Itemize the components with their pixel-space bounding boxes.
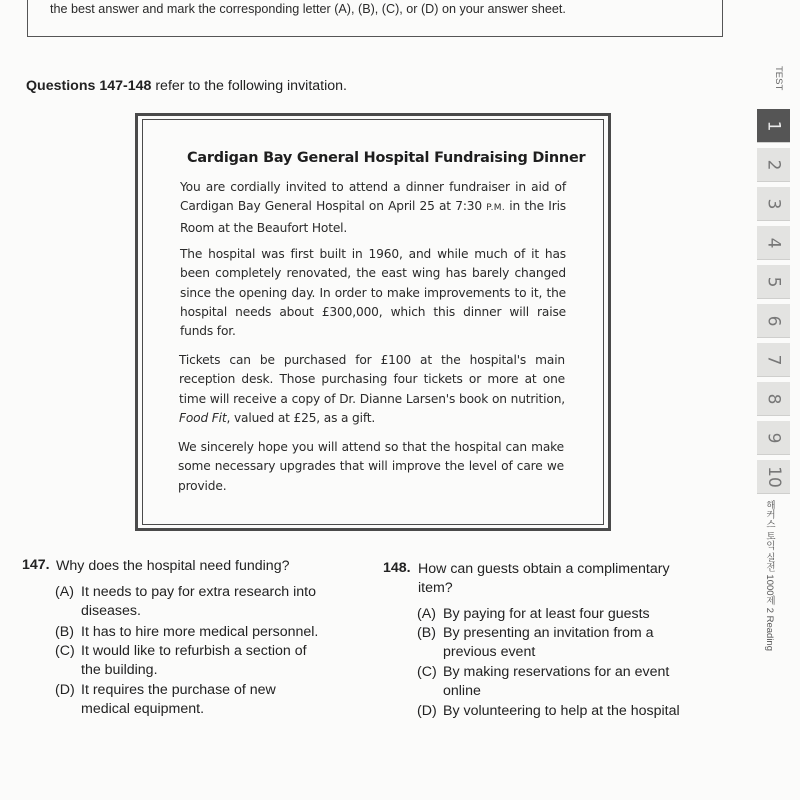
option-letter: (C) (55, 643, 75, 659)
invitation-paragraph-4: We sincerely hope you will attend so that the hospital can make some necessary upgrades that will improve the level of care we provide. (178, 440, 564, 493)
test-tab-3[interactable] (757, 187, 790, 221)
option-c[interactable] (417, 663, 727, 703)
option-letter: (D) (55, 682, 75, 698)
option-text-continued: medical equipment. (81, 701, 205, 717)
invitation-title: Cardigan Bay General Hospital Fundraising Dinner (187, 150, 586, 166)
test-tab-label: 2 (763, 159, 784, 170)
test-tab-label: 6 (763, 315, 784, 326)
test-tab-label: 3 (763, 198, 784, 209)
option-text: By making reservations for an event (443, 664, 670, 680)
test-tab-label: 9 (763, 432, 784, 443)
option-letter: (A) (55, 584, 74, 600)
question-147 (22, 557, 362, 727)
paragraph-3-text-b: , valued at £25, as a gift. (226, 410, 376, 425)
section-heading-rest: refer to the following invitation. (151, 78, 347, 94)
question-text-continued: item? (418, 580, 453, 596)
option-text: By paying for at least four guests (443, 606, 650, 622)
option-text-continued: online (443, 683, 481, 699)
question-text: Why does the hospital need funding? (56, 558, 290, 574)
option-letter: (B) (55, 624, 74, 640)
paragraph-1-time-suffix: P.M. (486, 203, 506, 214)
paragraph-1-text-a: You are cordially invited to attend a dinner fundraiser in aid of Cardigan Bay General Hospital on April 25 at 7:30 (180, 180, 566, 214)
option-text: It needs to pay for extra research into (81, 584, 317, 600)
test-tab-label: 5 (763, 276, 784, 287)
test-tab-10[interactable] (757, 460, 790, 494)
invitation-paragraph-2: The hospital was first built in 1960, and while much of it has been completely renovated, the east wing has barely changed since the opening day. In order to make improvements to it, the hospital needs about £300,000, which this dinner will raise funds for. (180, 247, 566, 339)
test-tab-label: 8 (763, 393, 784, 404)
option-text-continued: the building. (81, 662, 158, 678)
paragraph-1-text-b: in the Iris Room at the Beaufort Hotel. (180, 199, 567, 235)
option-b[interactable] (55, 623, 365, 643)
option-d[interactable] (417, 702, 727, 722)
option-text: By presenting an invitation from a (443, 625, 654, 641)
test-tab-label: 4 (763, 237, 784, 248)
option-a[interactable] (55, 583, 365, 623)
option-text-continued: previous event (443, 644, 536, 660)
option-text: It requires the purchase of new (81, 682, 276, 698)
test-tab-1[interactable] (757, 109, 790, 143)
book-title: Food Fit (179, 410, 227, 425)
question-148 (383, 560, 723, 730)
test-label: TEST (773, 66, 784, 91)
option-text-continued: diseases. (81, 603, 141, 619)
option-letter: (D) (417, 703, 437, 719)
option-letter: (B) (417, 625, 436, 641)
question-range: Questions 147-148 (26, 78, 152, 94)
test-tab-6[interactable] (757, 304, 790, 338)
test-tab-label: 1 (763, 120, 784, 131)
test-tab-label: 10 (763, 465, 784, 488)
option-text: By volunteering to help at the hospital (443, 703, 680, 719)
option-text: It has to hire more medical personnel. (81, 624, 319, 640)
section-heading (26, 78, 347, 94)
option-letter: (C) (417, 664, 437, 680)
option-a[interactable] (417, 605, 727, 625)
option-d[interactable] (55, 681, 365, 721)
question-text: How can guests obtain a complimentary (418, 561, 670, 577)
option-text: It would like to refurbish a section of (81, 643, 307, 659)
invitation-paragraph-3 (179, 351, 565, 428)
test-tab-2[interactable] (757, 148, 790, 182)
option-b[interactable] (417, 624, 727, 664)
test-tab-4[interactable] (757, 226, 790, 260)
instructions-box (27, 0, 723, 37)
test-tab-8[interactable] (757, 382, 790, 416)
test-tab-7[interactable] (757, 343, 790, 377)
test-tab-9[interactable] (757, 421, 790, 455)
question-number: 147. (22, 557, 50, 573)
option-letter: (A) (417, 606, 436, 622)
test-tab-5[interactable] (757, 265, 790, 299)
paragraph-3-text-a: Tickets can be purchased for £100 at the hospital's main reception desk. Those purchasing four tickets or more at one time will receive a copy of Dr. Dianne Larsen's book on nutrition, (179, 353, 565, 406)
option-c[interactable] (55, 642, 365, 682)
book-caption: 해커스 토익 실전 1000제 2 Reading (764, 500, 775, 652)
question-number: 148. (383, 560, 411, 576)
test-tab-label: 7 (763, 354, 784, 365)
instructions-text: the best answer and mark the corresponding letter (A), (B), (C), or (D) on your answer sheet. (50, 2, 566, 16)
invitation-paragraph-1 (180, 178, 566, 238)
